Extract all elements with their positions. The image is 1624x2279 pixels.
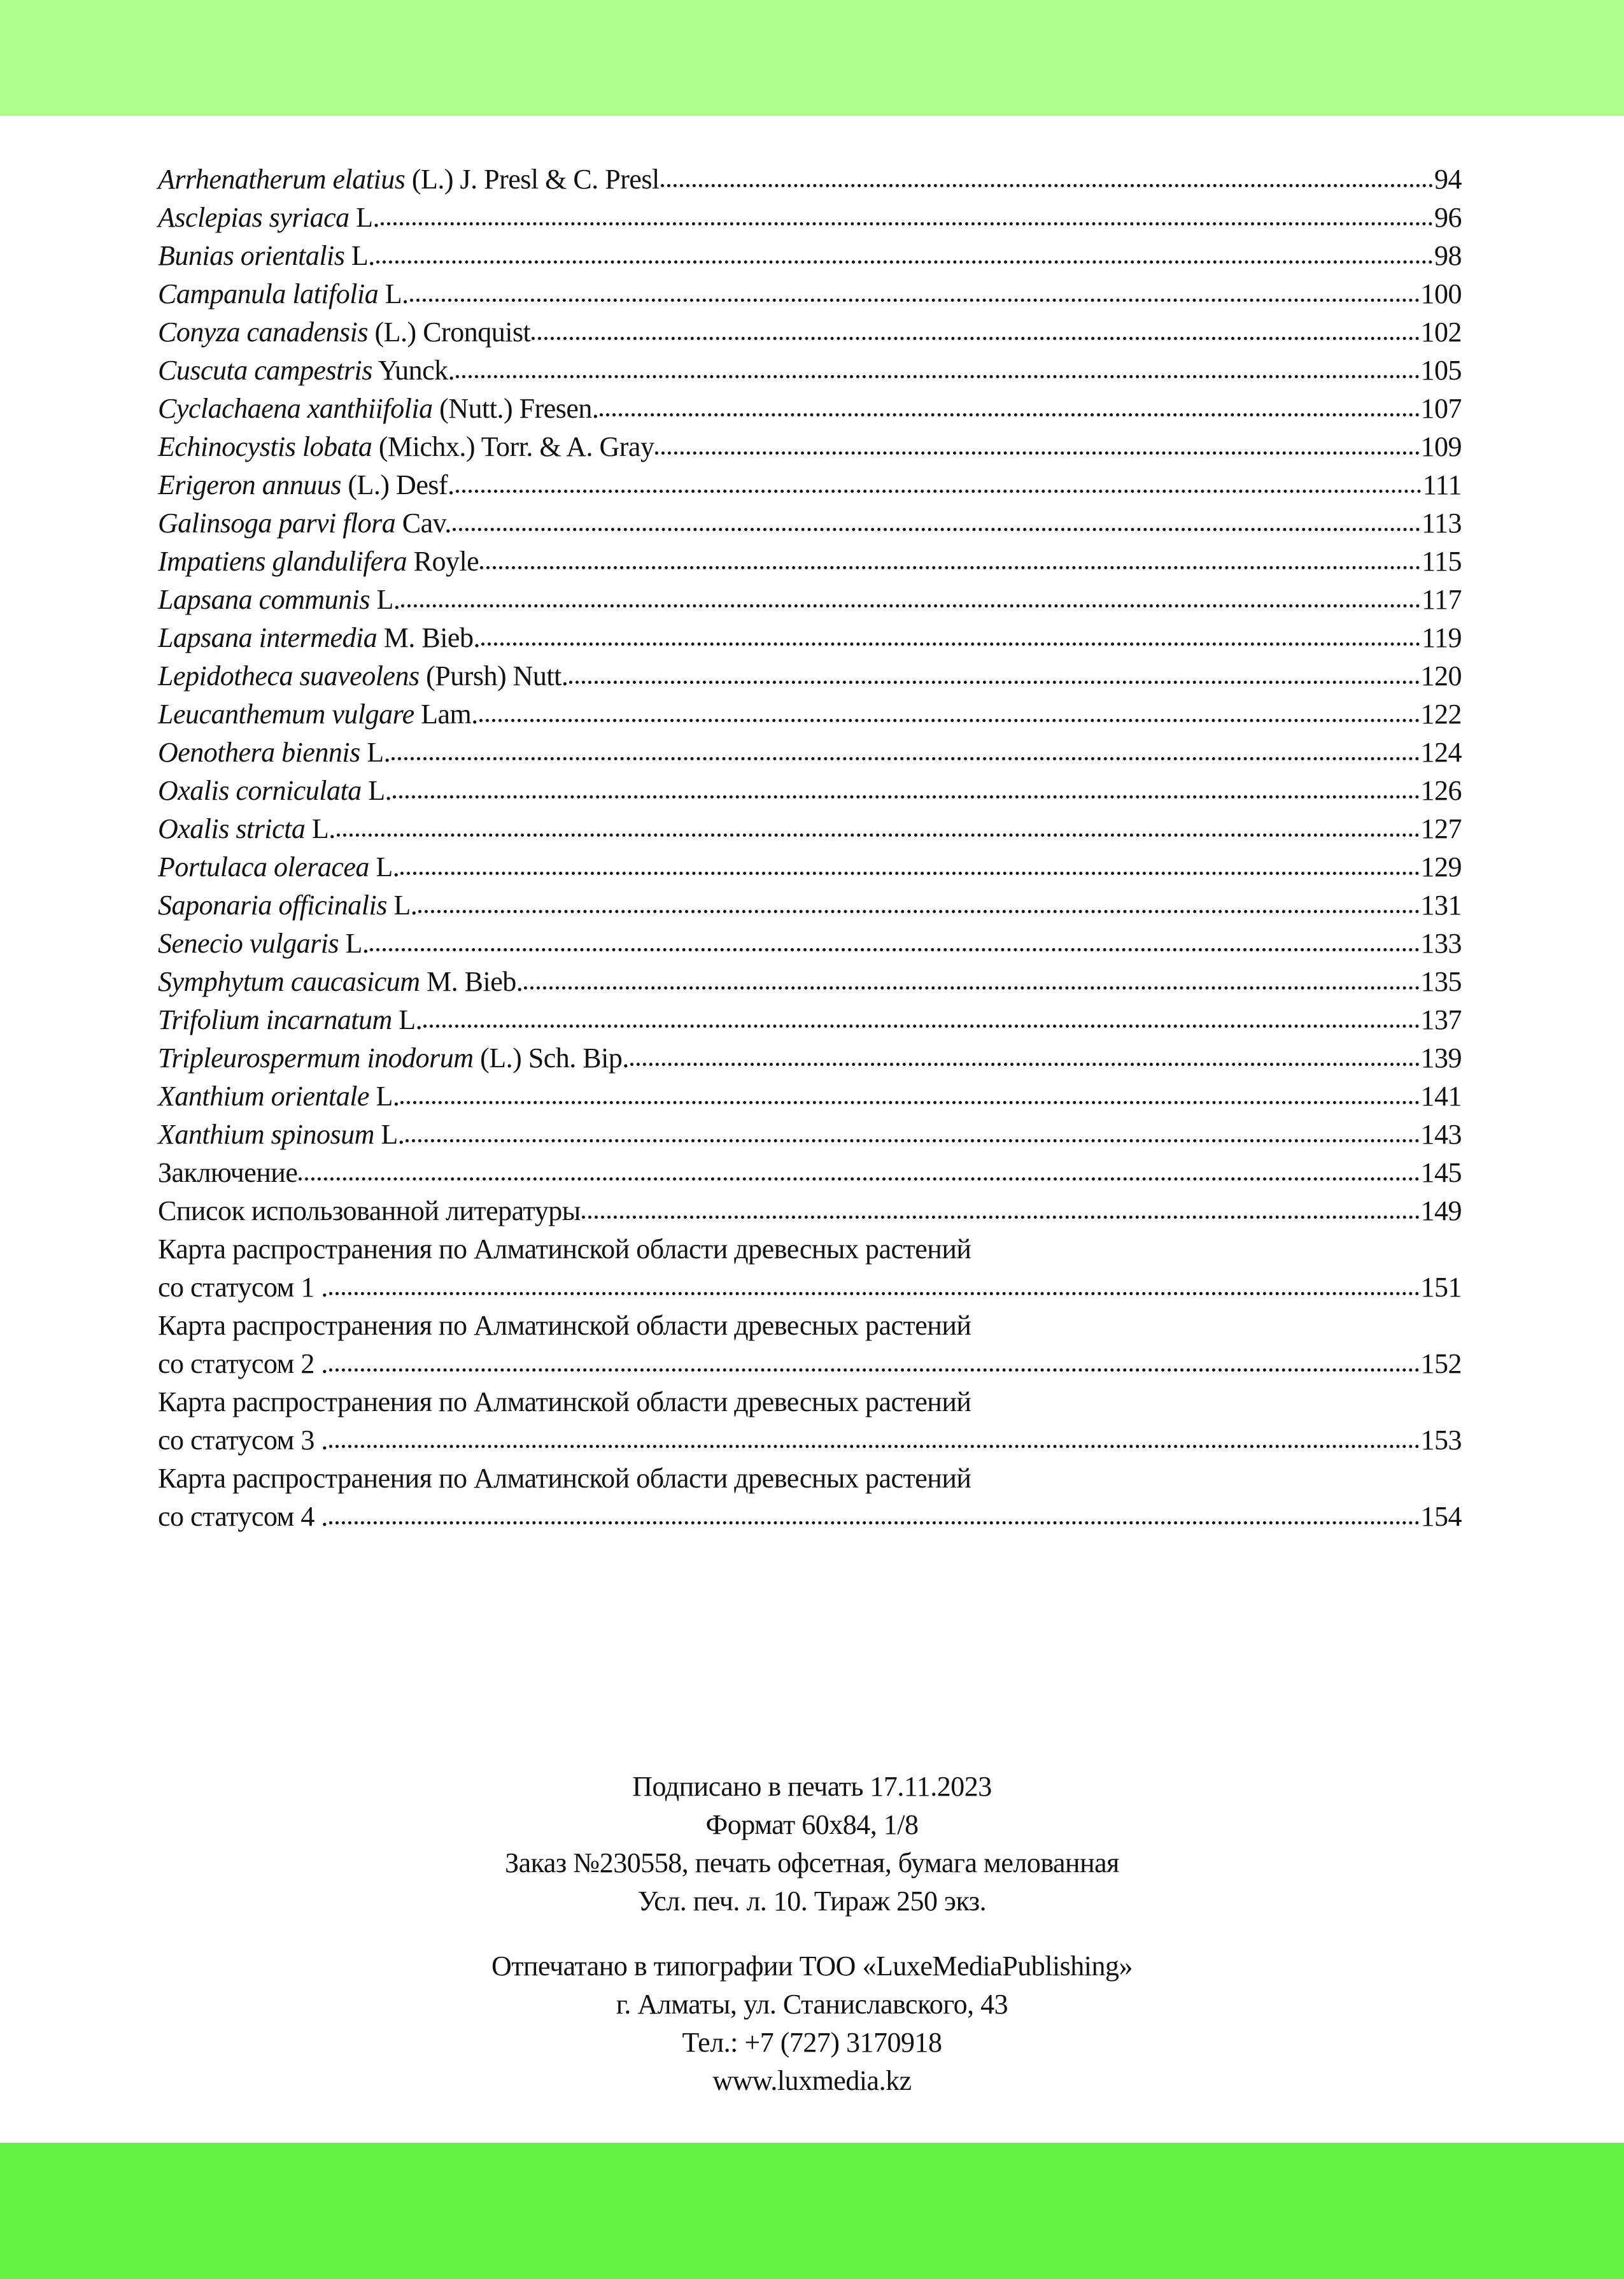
toc-page-number: 145 <box>1420 1157 1462 1188</box>
toc-page-number: 137 <box>1420 1004 1462 1035</box>
imprint-format: Формат 60x84, 1/8 <box>705 1809 919 1840</box>
dot-leader <box>418 910 1419 913</box>
dot-leader <box>600 413 1419 416</box>
toc-entry-title <box>158 199 379 237</box>
printer-website[interactable]: www.luxmedia.kz <box>712 2065 912 2096</box>
toc-page-number: 122 <box>1420 699 1462 730</box>
dot-leader <box>376 260 1433 264</box>
author-citation: L. <box>378 278 409 309</box>
author-citation: L. <box>370 584 400 615</box>
author-citation: Yunck. <box>372 355 455 386</box>
toc-entry[interactable] <box>158 619 1462 657</box>
toc-entry-title <box>158 428 654 466</box>
toc-entry[interactable] <box>158 1192 1462 1230</box>
dot-leader <box>401 604 1420 607</box>
species-name: Impatiens glandulifera <box>158 546 407 577</box>
toc-page-number: 135 <box>1420 966 1462 997</box>
author-citation: L. <box>386 890 418 921</box>
species-name: Echinocystis lobata <box>158 431 372 462</box>
toc-entry[interactable] <box>158 886 1462 925</box>
author-citation: M. Bieb. <box>420 966 523 997</box>
toc-page-number: 109 <box>1420 431 1462 462</box>
toc-entry[interactable] <box>158 581 1462 619</box>
toc-entry-title <box>158 772 392 810</box>
toc-map-title-line2: со статусом 3 . <box>158 1424 328 1456</box>
toc-entry-title <box>158 237 375 275</box>
dot-leader <box>532 337 1419 340</box>
toc-entry-title <box>158 963 523 1001</box>
toc-entry[interactable] <box>158 275 1462 313</box>
dot-leader <box>329 1445 1420 1448</box>
toc-entry-title <box>158 1001 422 1039</box>
toc-entry[interactable] <box>158 1001 1462 1039</box>
species-name: Campanula latifolia <box>158 278 379 309</box>
dot-leader <box>337 834 1420 837</box>
printer-phone: Тел.: +7 (727) 3170918 <box>682 2027 942 2058</box>
species-name: Lapsana communis <box>158 584 371 615</box>
toc-entry[interactable] <box>158 810 1462 848</box>
author-citation: L. <box>369 851 400 883</box>
author-citation: L. <box>361 775 392 806</box>
toc-page-number: 149 <box>1420 1195 1462 1226</box>
imprint-signed: Подписано в печать 17.11.2023 <box>632 1771 992 1802</box>
author-citation: (L.) Desf. <box>341 469 455 501</box>
toc-page-number: 152 <box>1420 1348 1462 1379</box>
toc-page-number: 139 <box>1420 1042 1462 1074</box>
dot-leader <box>406 1139 1419 1142</box>
toc-page-number: 98 <box>1434 240 1462 271</box>
toc-entry[interactable] <box>158 1345 1462 1383</box>
dot-leader <box>630 1063 1420 1066</box>
author-citation: (L.) J. Presl & C. Presl <box>405 164 660 195</box>
toc-entry[interactable] <box>158 925 1462 963</box>
toc-page-number: 133 <box>1420 928 1462 959</box>
toc-entry-title <box>158 581 400 619</box>
species-name: Asclepias syriaca <box>158 202 350 233</box>
author-citation: (Pursh) Nutt. <box>419 660 568 692</box>
toc-page-number: 96 <box>1434 202 1462 233</box>
toc-page-number: 107 <box>1420 393 1462 424</box>
toc-entry-title <box>158 1345 328 1383</box>
author-citation: Royle <box>407 546 479 577</box>
toc-page-number: 111 <box>1422 469 1462 501</box>
toc-entry-title <box>158 810 335 848</box>
toc-entry[interactable] <box>158 772 1462 810</box>
toc-entry[interactable] <box>158 160 1462 199</box>
toc-page-number: 102 <box>1420 316 1462 348</box>
toc-entry-title <box>158 1077 399 1116</box>
toc-map-entry[interactable] <box>158 1307 1462 1383</box>
dot-leader <box>524 986 1419 990</box>
table-of-contents <box>158 160 1462 1536</box>
dot-leader <box>329 1368 1420 1372</box>
toc-entry[interactable] <box>158 390 1462 428</box>
toc-page-number: 129 <box>1420 851 1462 883</box>
species-name: Portulaca oleracea <box>158 851 369 883</box>
author-citation: L. <box>305 813 335 844</box>
author-citation: (L.) Sch. Bip. <box>473 1042 629 1074</box>
imprint-block <box>0 1768 1624 1920</box>
author-citation: L. <box>392 1004 423 1035</box>
species-name: Tripleurospermum inodorum <box>158 1042 474 1074</box>
toc-entry[interactable] <box>158 657 1462 695</box>
toc-entry-title <box>158 390 598 428</box>
printer-block <box>0 1947 1624 2100</box>
species-name: Conyza canadensis <box>158 316 369 348</box>
toc-entry-title <box>158 925 369 963</box>
toc-entry[interactable] <box>158 1421 1462 1459</box>
toc-map-entry[interactable] <box>158 1459 1462 1536</box>
bottom-color-band <box>0 2143 1624 2279</box>
toc-page-number: 113 <box>1422 508 1462 539</box>
toc-entry-title <box>158 886 417 925</box>
toc-entry-title <box>158 848 399 886</box>
dot-leader <box>481 643 1420 646</box>
dot-leader <box>453 528 1420 531</box>
dot-leader <box>479 719 1420 722</box>
toc-entry[interactable] <box>158 466 1462 504</box>
toc-entry-title <box>158 1154 297 1192</box>
dot-leader <box>661 184 1433 187</box>
toc-map-title-line1: Карта распространения по Алматинской области древесных растений <box>158 1310 971 1341</box>
toc-page-number: 143 <box>1420 1119 1462 1150</box>
author-citation: L. <box>374 1119 405 1150</box>
species-name: Lepidotheca suaveolens <box>158 660 420 692</box>
toc-page-number: 131 <box>1420 890 1462 921</box>
toc-entry-title <box>158 466 455 504</box>
dot-leader <box>569 681 1419 684</box>
toc-entry-title <box>158 734 390 772</box>
author-citation: L. <box>360 737 391 768</box>
toc-map-title-line2: со статусом 4 . <box>158 1501 328 1532</box>
species-name: Oenothera biennis <box>158 737 360 768</box>
toc-entry-title <box>158 619 480 657</box>
toc-entry-title <box>158 1192 581 1230</box>
toc-entry-title <box>158 1116 404 1154</box>
toc-entry-title <box>158 351 455 390</box>
species-name: Cuscuta campestris <box>158 355 372 386</box>
toc-map-title-line1: Карта распространения по Алматинской области древесных растений <box>158 1233 971 1265</box>
species-name: Cyclachaena xanthiifolia <box>158 393 433 424</box>
toc-entry[interactable] <box>158 351 1462 390</box>
author-citation: M. Bieb. <box>377 622 480 653</box>
dot-leader <box>329 1292 1420 1295</box>
toc-entry[interactable] <box>158 1268 1462 1307</box>
toc-entry[interactable] <box>158 237 1462 275</box>
dot-leader <box>392 757 1419 760</box>
toc-page-number: 141 <box>1420 1081 1462 1112</box>
species-name: Symphytum caucasicum <box>158 966 420 997</box>
toc-entry-title <box>158 1498 328 1536</box>
toc-page-number: 154 <box>1420 1501 1462 1532</box>
printer-name: Отпечатано в типографии ТОО «LuxeMediaPublishing» <box>491 1950 1133 1982</box>
toc-page-number: 119 <box>1422 622 1462 653</box>
toc-page-number: 120 <box>1420 660 1462 692</box>
toc-page-number: 151 <box>1420 1272 1462 1303</box>
author-citation: L. <box>369 1081 400 1112</box>
species-name: Senecio vulgaris <box>158 928 339 959</box>
toc-entry-title <box>158 695 478 734</box>
dot-leader <box>456 375 1419 378</box>
species-name: Leucanthemum vulgare <box>158 699 414 730</box>
species-name: Arrhenatherum elatius <box>158 164 406 195</box>
toc-entry-title <box>158 504 451 543</box>
dot-leader <box>655 451 1419 455</box>
toc-page-number: 115 <box>1422 546 1462 577</box>
toc-map-entry[interactable] <box>158 1230 1462 1307</box>
toc-entry-title <box>158 657 568 695</box>
toc-page-number: 126 <box>1420 775 1462 806</box>
author-citation: (Nutt.) Fresen. <box>432 393 599 424</box>
toc-entry-title <box>158 275 409 313</box>
toc-entry[interactable] <box>158 1077 1462 1116</box>
dot-leader <box>299 1177 1419 1181</box>
dot-leader <box>410 299 1420 302</box>
top-color-band <box>0 0 1624 116</box>
species-name: Bunias orientalis <box>158 240 345 271</box>
species-name: Oxalis corniculata <box>158 775 362 806</box>
toc-map-title-line1: Карта распространения по Алматинской области древесных растений <box>158 1463 971 1494</box>
toc-page-number: 124 <box>1420 737 1462 768</box>
toc-entry[interactable] <box>158 428 1462 466</box>
dot-leader <box>582 1216 1420 1219</box>
dot-leader <box>423 1025 1419 1028</box>
species-name: Oxalis stricta <box>158 813 306 844</box>
author-citation: Заключение <box>158 1157 298 1188</box>
dot-leader <box>400 1101 1419 1104</box>
author-citation: (Michx.) Torr. & A. Gray <box>372 431 654 462</box>
species-name: Xanthium orientale <box>158 1081 369 1112</box>
printer-address: г. Алматы, ул. Станиславского, 43 <box>616 1989 1008 2020</box>
toc-page-number: 117 <box>1422 584 1462 615</box>
author-citation: Список использованной литературы <box>158 1195 581 1226</box>
author-citation: L. <box>349 202 380 233</box>
dot-leader <box>400 872 1419 875</box>
species-name: Saponaria officinalis <box>158 890 387 921</box>
toc-entry-title <box>158 1268 328 1307</box>
author-citation: L. <box>344 240 375 271</box>
species-name: Trifolium incarnatum <box>158 1004 392 1035</box>
toc-entry[interactable] <box>158 543 1462 581</box>
toc-entry[interactable] <box>158 1498 1462 1536</box>
species-name: Galinsoga parvi flora <box>158 508 396 539</box>
imprint-print-run: Усл. печ. л. 10. Тираж 250 экз. <box>637 1885 987 1917</box>
toc-map-title-line2: со статусом 2 . <box>158 1348 328 1379</box>
toc-page-number: 94 <box>1434 164 1462 195</box>
toc-entry[interactable] <box>158 734 1462 772</box>
toc-entry[interactable] <box>158 1116 1462 1154</box>
toc-page-number: 100 <box>1420 278 1462 309</box>
toc-entry[interactable] <box>158 504 1462 543</box>
toc-map-entry[interactable] <box>158 1383 1462 1459</box>
toc-page-number: 105 <box>1420 355 1462 386</box>
dot-leader <box>381 222 1433 225</box>
dot-leader <box>329 1521 1420 1524</box>
toc-entry[interactable] <box>158 848 1462 886</box>
author-citation: (L.) Cronquist <box>368 316 531 348</box>
dot-leader <box>370 948 1419 951</box>
toc-entry-title <box>158 313 530 351</box>
toc-entry[interactable] <box>158 695 1462 734</box>
toc-page-number: 153 <box>1420 1424 1462 1456</box>
toc-entry[interactable] <box>158 1154 1462 1192</box>
toc-entry-title <box>158 1421 328 1459</box>
dot-leader <box>456 490 1422 493</box>
toc-entry-title <box>158 543 479 581</box>
toc-entry[interactable] <box>158 963 1462 1001</box>
species-name: Lapsana intermedia <box>158 622 378 653</box>
imprint-order: Заказ №230558, печать офсетная, бумага мелованная <box>505 1847 1119 1878</box>
toc-map-title-line1: Карта распространения по Алматинской области древесных растений <box>158 1386 971 1417</box>
dot-leader <box>480 566 1420 569</box>
toc-map-title-line2: со статусом 1 . <box>158 1272 328 1303</box>
toc-entry[interactable] <box>158 1039 1462 1077</box>
author-citation: Cav. <box>395 508 451 539</box>
species-name: Erigeron annuus <box>158 469 341 501</box>
species-name: Xanthium spinosum <box>158 1119 374 1150</box>
author-citation: L. <box>339 928 369 959</box>
dot-leader <box>393 795 1419 799</box>
toc-entry-title <box>158 1039 629 1077</box>
toc-page-number: 127 <box>1420 813 1462 844</box>
toc-entry[interactable] <box>158 199 1462 237</box>
toc-entry-title <box>158 160 660 199</box>
toc-entry[interactable] <box>158 313 1462 351</box>
author-citation: Lam. <box>414 699 478 730</box>
